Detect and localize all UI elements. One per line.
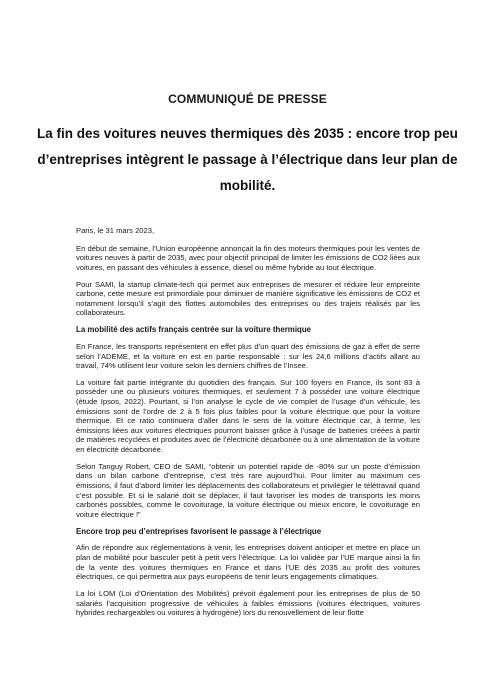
paragraph: En début de semaine, l’Union européenne annonçait la fin des moteurs thermiques pour les ventes de voitures neuves à partir de 2035, avec pour objectif principal de limiter les émissions de CO2 liées aux voitures, en passant des véhicules à essence, diesel ou même hybride au tout électrique.	[76, 243, 420, 272]
body-text	[76, 226, 420, 625]
paragraph: En France, les transports représentent en effet plus d’un quart des émissions de gaz à effet de serre selon l’ADEME, et la voiture en est en partie responsable : sur les 24,6 millions d’actifs allant au travail, 74% utilisent leur voiture selon les derniers chiffres de l’Insee.	[76, 341, 420, 371]
section-title: Encore trop peu d’entreprises favorisent le passage à l’électrique	[76, 526, 322, 536]
paragraph: Pour SAMI, la startup climate-tech qui permet aux entreprises de mesurer et réduire leur empreinte carbone, cette mesure est primordiale pour diminuer de manière significative les émissions de CO2 et notamment lorsqu’il s’agit des flottes automobiles des entreprises ou des trajets réalisés par les collaborateurs.	[76, 279, 420, 318]
paragraph: Afin de répondre aux réglementations à venir, les entreprises doivent anticiper et mettre en place un plan de mobilité pour basculer petit à petit vers l’électrique. La loi validée par l’UE marque ainsi la fin de la vente des voitures thermiques en France et dans l’UE dès 2035 au profit des voitures électriques, ce qui permettra aux pays européens de tenir leurs engagements climatiques.	[76, 543, 420, 582]
paragraph: La voiture fait partie intégrante du quotidien des français. Sur 100 foyers en France, ils sont 83 à posséder une ou plusieurs voitures thermiques, et seulement 7 à posséder une voiture électrique (étude Ipsos, 2022). Pourtant, si l’on analyse le cycle de vie complet de l’usage d’un véhicule, les émissions sont de l’ordre de 2 à 5 fois plus faibles pour la voiture électrique que pour la voiture thermique. Et ce ratio continuera d’aller dans le sens de la voiture électrique car, à terme, les émissions liées aux voitures électriques pourront baisser grâce à l’usage de batteries créées à partir de matières recyclées et produites avec de l’électricité décarbonée ou à une alimentation de la voiture en électricité décarbonée.	[76, 377, 420, 455]
paragraph: La loi LOM (Loi d’Orientation des Mobilités) prévoit également pour les entreprises de plus de 50 salariés l’acquisition progressive de véhicules à faibles émissions (voitures électriques, voitures hybrides rechargeables ou voitures à hydrogène) lors du renouvellement de leur flotte	[76, 588, 420, 618]
section-title: La mobilité des actifs français centrée sur la voiture thermique	[76, 325, 312, 335]
document-header: COMMUNIQUÉ DE PRESSE	[168, 92, 327, 106]
paragraph: Selon Tanguy Robert, CEO de SAMI, “obtenir un potentiel rapide de -80% sur un poste d’émission dans un bilan carbone d’entreprise, c’est très rare aujourd’hui. Pour limiter au maximum ces émissions, il faut d’abord limiter les déplacements des collaborateurs et privilégier le télétravail quand c’est possible. Et si le salarié doit se déplacer, il faut favoriser les modes de transports les moins carbonés possibles, comme le covoiturage, la voiture électrique ou mieux encore, le covoiturage en voiture électrique !”	[76, 461, 420, 519]
headline: La fin des voitures neuves thermiques dès 2035 : encore trop peu d’entreprises intègrent le passage à l’électrique dans leur plan de mobilité.	[37, 126, 458, 193]
dateline: Paris, le 31 mars 2023,	[76, 226, 155, 235]
